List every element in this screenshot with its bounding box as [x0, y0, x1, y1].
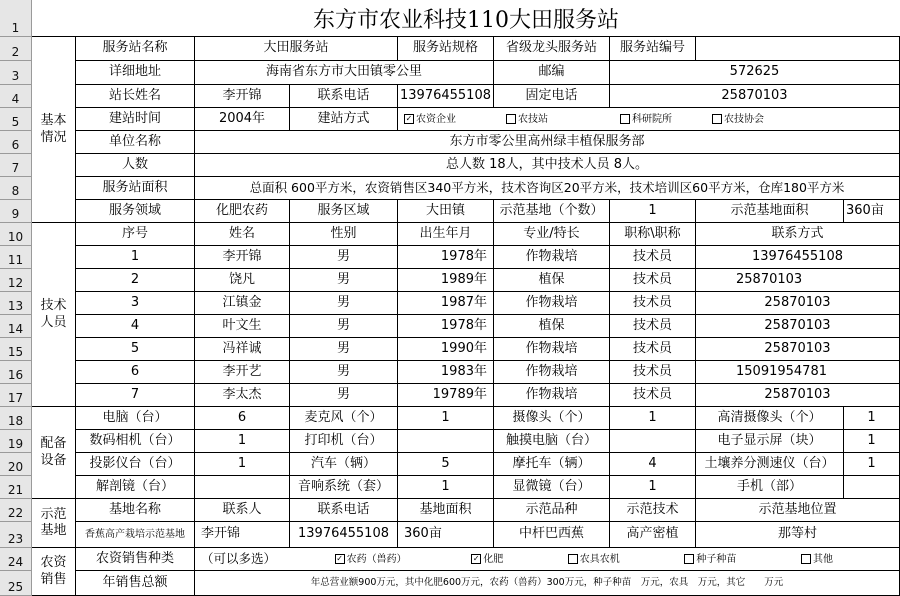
- row-header[interactable]: 16: [0, 361, 32, 384]
- demo-cell[interactable]: 那等村: [696, 522, 900, 548]
- row-header[interactable]: 4: [0, 85, 32, 108]
- cell-sales-total-label[interactable]: 年销售总额: [76, 571, 195, 596]
- cell-field-label[interactable]: 服务领域: [76, 200, 195, 223]
- tech-cell[interactable]: 男: [290, 315, 398, 338]
- cell-area[interactable]: 总面积 600平方米，农资销售区340平方米，技术咨询区20平方米，技术培训区60平方米，仓库180平方米: [195, 177, 900, 200]
- equip-label[interactable]: 电子显示屏（块）: [696, 430, 844, 453]
- cell-id-label[interactable]: 服务站编号: [610, 37, 696, 61]
- equip-label[interactable]: 触摸电脑（台）: [494, 430, 610, 453]
- row-header[interactable]: 11: [0, 246, 32, 269]
- tech-cell[interactable]: 25870103: [696, 269, 900, 292]
- demo-header[interactable]: 基地名称: [76, 499, 195, 522]
- demo-cell[interactable]: 香蕉高产栽培示范基地: [76, 522, 195, 548]
- sales-option[interactable]: 农具农机: [568, 554, 620, 565]
- cell-tel[interactable]: 25870103: [610, 85, 900, 108]
- equip-count[interactable]: 1: [398, 476, 494, 499]
- tech-cell[interactable]: 1989年: [398, 269, 494, 292]
- tech-cell[interactable]: 李开锦: [195, 246, 290, 269]
- cell-mode-label[interactable]: 建站方式: [290, 108, 398, 131]
- tech-cell[interactable]: 叶文生: [195, 315, 290, 338]
- cell-region[interactable]: 大田镇: [398, 200, 494, 223]
- equip-label[interactable]: 打印机（台）: [290, 430, 398, 453]
- cell-field[interactable]: 化肥农药: [195, 200, 290, 223]
- mode-option[interactable]: 农技协会: [712, 114, 764, 125]
- tech-cell[interactable]: 技术员: [610, 338, 696, 361]
- section-basic[interactable]: 基本情况: [32, 37, 76, 223]
- cell-unit-label[interactable]: 单位名称: [76, 131, 195, 154]
- row-header[interactable]: 14: [0, 315, 32, 338]
- tech-cell[interactable]: 作物栽培: [494, 338, 610, 361]
- row-header[interactable]: 22: [0, 499, 32, 522]
- cell-people[interactable]: 总人数 18人，其中技术人员 8人。: [195, 154, 900, 177]
- row-header[interactable]: 18: [0, 407, 32, 430]
- row-header[interactable]: 20: [0, 453, 32, 476]
- cell-time-label[interactable]: 建站时间: [76, 108, 195, 131]
- cell-name[interactable]: 大田服务站: [195, 37, 398, 61]
- equip-count[interactable]: 1: [195, 453, 290, 476]
- equip-label[interactable]: 麦克风（个）: [290, 407, 398, 430]
- tech-header[interactable]: 性别: [290, 223, 398, 246]
- tech-cell[interactable]: 男: [290, 246, 398, 269]
- demo-header[interactable]: 联系电话: [290, 499, 398, 522]
- cell-area-label[interactable]: 服务站面积: [76, 177, 195, 200]
- row-header[interactable]: 13: [0, 292, 32, 315]
- equip-count[interactable]: 1: [398, 407, 494, 430]
- tech-cell[interactable]: 植保: [494, 315, 610, 338]
- tech-cell[interactable]: 李开艺: [195, 361, 290, 384]
- equip-count[interactable]: [610, 430, 696, 453]
- row-header[interactable]: 15: [0, 338, 32, 361]
- mode-option[interactable]: ✓ 农资企业: [404, 114, 500, 125]
- multi-select-note: （可以多选）: [201, 551, 277, 567]
- equip-count[interactable]: 1: [195, 430, 290, 453]
- equip-count[interactable]: 1: [844, 407, 900, 430]
- demo-cell[interactable]: 13976455108: [290, 522, 398, 548]
- tech-cell[interactable]: 冯祥诚: [195, 338, 290, 361]
- tech-cell[interactable]: 技术员: [610, 292, 696, 315]
- tech-header[interactable]: 职称\职称: [610, 223, 696, 246]
- demo-cell[interactable]: 中杆巴西蕉: [494, 522, 610, 548]
- tech-cell[interactable]: 技术员: [610, 269, 696, 292]
- mode-option[interactable]: 农技站: [506, 114, 614, 125]
- equip-label[interactable]: 显微镜（台）: [494, 476, 610, 499]
- tech-cell[interactable]: 1990年: [398, 338, 494, 361]
- tech-header[interactable]: 联系方式: [696, 223, 900, 246]
- demo-cell[interactable]: 360亩: [398, 522, 494, 548]
- equip-label[interactable]: 投影仪台（台）: [76, 453, 195, 476]
- tech-cell[interactable]: 植保: [494, 269, 610, 292]
- section-tech[interactable]: 技术人员: [32, 223, 76, 407]
- checkbox-icon[interactable]: [506, 114, 516, 124]
- cell-id[interactable]: [696, 37, 900, 61]
- tech-header[interactable]: 出生年月: [398, 223, 494, 246]
- row-header[interactable]: 2: [0, 37, 32, 61]
- row-header[interactable]: 10: [0, 223, 32, 246]
- checkbox-icon[interactable]: [712, 114, 722, 124]
- cell-demo-count-label[interactable]: 示范基地（个数）: [494, 200, 610, 223]
- tech-cell[interactable]: 男: [290, 292, 398, 315]
- tech-cell[interactable]: 1983年: [398, 361, 494, 384]
- sales-option[interactable]: ✓ 农药（兽药）: [335, 554, 407, 565]
- section-demo[interactable]: 示范基地: [32, 499, 76, 548]
- demo-cell[interactable]: 高产密植: [610, 522, 696, 548]
- checkbox-icon[interactable]: [801, 554, 811, 564]
- demo-header[interactable]: 示范品种: [494, 499, 610, 522]
- tech-cell[interactable]: 技术员: [610, 361, 696, 384]
- row-header[interactable]: 1: [0, 0, 32, 37]
- demo-header[interactable]: 示范基地位置: [696, 499, 900, 522]
- tech-cell[interactable]: 江镇金: [195, 292, 290, 315]
- demo-header[interactable]: 基地面积: [398, 499, 494, 522]
- equip-count[interactable]: 5: [398, 453, 494, 476]
- tech-cell[interactable]: 作物栽培: [494, 384, 610, 407]
- row-header[interactable]: 5: [0, 108, 32, 131]
- cell-head-label[interactable]: 站长姓名: [76, 85, 195, 108]
- cell-scale[interactable]: 省级龙头服务站: [494, 37, 610, 61]
- demo-header[interactable]: 示范技术: [610, 499, 696, 522]
- equip-label[interactable]: 高清摄像头（个）: [696, 407, 844, 430]
- row-header[interactable]: 8: [0, 177, 32, 200]
- tech-cell[interactable]: 男: [290, 384, 398, 407]
- tech-cell[interactable]: 饶凡: [195, 269, 290, 292]
- demo-cell[interactable]: 李开锦: [195, 522, 290, 548]
- cell-name-label[interactable]: 服务站名称: [76, 37, 195, 61]
- row-header[interactable]: 7: [0, 154, 32, 177]
- cell-addr-label[interactable]: 详细地址: [76, 61, 195, 85]
- row-header[interactable]: 24: [0, 548, 32, 571]
- tech-cell[interactable]: 男: [290, 269, 398, 292]
- cell-people-label[interactable]: 人数: [76, 154, 195, 177]
- tech-cell[interactable]: 25870103: [696, 384, 900, 407]
- cell-scale-label[interactable]: 服务站规格: [398, 37, 494, 61]
- sales-option[interactable]: ✓ 化肥: [471, 554, 503, 565]
- cell-head[interactable]: 李开锦: [195, 85, 290, 108]
- mode-option[interactable]: 科研院所: [620, 114, 706, 125]
- checkbox-icon[interactable]: [335, 554, 345, 564]
- tech-cell[interactable]: 1978年: [398, 315, 494, 338]
- equip-count[interactable]: 1: [844, 430, 900, 453]
- equip-label[interactable]: 解剖镜（台）: [76, 476, 195, 499]
- tech-cell[interactable]: 4: [76, 315, 195, 338]
- cell-zip-label[interactable]: 邮编: [494, 61, 610, 85]
- cell-time[interactable]: 2004年: [195, 108, 290, 131]
- equip-count[interactable]: 6: [195, 407, 290, 430]
- demo-header[interactable]: 联系人: [195, 499, 290, 522]
- tech-cell[interactable]: 1987年: [398, 292, 494, 315]
- equip-count[interactable]: 1: [610, 476, 696, 499]
- equip-count[interactable]: 4: [610, 453, 696, 476]
- row-header[interactable]: 17: [0, 384, 32, 407]
- tech-header[interactable]: 姓名: [195, 223, 290, 246]
- row-header[interactable]: 23: [0, 522, 32, 548]
- tech-cell[interactable]: 李太杰: [195, 384, 290, 407]
- cell-unit[interactable]: 东方市零公里高州绿丰植保服务部: [195, 131, 900, 154]
- row-header[interactable]: 19: [0, 430, 32, 453]
- sheet-title[interactable]: 东方市农业科技110大田服务站: [32, 0, 900, 37]
- equip-count[interactable]: 1: [844, 453, 900, 476]
- tech-cell[interactable]: 男: [290, 338, 398, 361]
- cell-region-label[interactable]: 服务区域: [290, 200, 398, 223]
- tech-cell[interactable]: 技术员: [610, 246, 696, 269]
- equip-count[interactable]: [844, 476, 900, 499]
- cell-sales-types-label[interactable]: 农资销售种类: [76, 548, 195, 571]
- cell-demo-area[interactable]: 360亩: [844, 200, 900, 223]
- equip-count[interactable]: [195, 476, 290, 499]
- tech-cell[interactable]: 13976455108: [696, 246, 900, 269]
- equip-label[interactable]: 摄像头（个）: [494, 407, 610, 430]
- cell-sales-types: [195, 548, 900, 571]
- tech-cell[interactable]: 25870103: [696, 315, 900, 338]
- checkbox-icon[interactable]: [471, 554, 481, 564]
- checkbox-icon[interactable]: [620, 114, 630, 124]
- equip-label[interactable]: 电脑（台）: [76, 407, 195, 430]
- row-header[interactable]: 21: [0, 476, 32, 499]
- checkbox-icon[interactable]: [684, 554, 694, 564]
- cell-phone-label[interactable]: 联系电话: [290, 85, 398, 108]
- row-header[interactable]: 12: [0, 269, 32, 292]
- tech-cell[interactable]: 技术员: [610, 315, 696, 338]
- tech-cell[interactable]: 男: [290, 361, 398, 384]
- row-header[interactable]: 25: [0, 571, 32, 596]
- tech-cell[interactable]: 15091954781: [696, 361, 900, 384]
- equip-label[interactable]: 汽车（辆）: [290, 453, 398, 476]
- tech-header[interactable]: 序号: [76, 223, 195, 246]
- equip-label[interactable]: 摩托车（辆）: [494, 453, 610, 476]
- section-equip[interactable]: 配备设备: [32, 407, 76, 499]
- tech-cell[interactable]: 作物栽培: [494, 246, 610, 269]
- checkbox-icon[interactable]: [404, 114, 414, 124]
- equip-count[interactable]: [398, 430, 494, 453]
- tech-cell[interactable]: 6: [76, 361, 195, 384]
- tech-cell[interactable]: 7: [76, 384, 195, 407]
- cell-tel-label[interactable]: 固定电话: [494, 85, 610, 108]
- tech-cell[interactable]: 1: [76, 246, 195, 269]
- sales-option[interactable]: 其他: [801, 554, 833, 565]
- tech-cell[interactable]: 25870103: [696, 292, 900, 315]
- tech-cell[interactable]: 5: [76, 338, 195, 361]
- checkbox-icon[interactable]: [568, 554, 578, 564]
- cell-sales-total[interactable]: 年总营业额900万元，其中化肥600万元，农药（兽药）300万元，种子种苗 万元，农具 万元，其它 万元: [195, 571, 900, 596]
- equip-label[interactable]: 数码相机（台）: [76, 430, 195, 453]
- section-sales[interactable]: 农资销售: [32, 548, 76, 596]
- cell-modes: [398, 108, 900, 131]
- tech-cell[interactable]: 作物栽培: [494, 292, 610, 315]
- tech-cell[interactable]: 2: [76, 269, 195, 292]
- tech-cell[interactable]: 技术员: [610, 384, 696, 407]
- cell-demo-area-label[interactable]: 示范基地面积: [696, 200, 844, 223]
- row-header[interactable]: 9: [0, 200, 32, 223]
- tech-cell[interactable]: 25870103: [696, 338, 900, 361]
- cell-phone[interactable]: 13976455108: [398, 85, 494, 108]
- cell-zip[interactable]: 572625: [610, 61, 900, 85]
- row-header[interactable]: 6: [0, 131, 32, 154]
- cell-demo-count[interactable]: 1: [610, 200, 696, 223]
- sales-option[interactable]: 种子种苗: [684, 554, 736, 565]
- tech-header[interactable]: 专业/特长: [494, 223, 610, 246]
- tech-cell[interactable]: 1978年: [398, 246, 494, 269]
- row-header[interactable]: 3: [0, 61, 32, 85]
- tech-cell[interactable]: 3: [76, 292, 195, 315]
- equip-label[interactable]: 土壤养分测速仪（台）: [696, 453, 844, 476]
- tech-cell[interactable]: 作物栽培: [494, 361, 610, 384]
- equip-label[interactable]: 手机（部）: [696, 476, 844, 499]
- equip-label[interactable]: 音响系统（套）: [290, 476, 398, 499]
- tech-cell[interactable]: 19789年: [398, 384, 494, 407]
- equip-count[interactable]: 1: [610, 407, 696, 430]
- cell-addr[interactable]: 海南省东方市大田镇零公里: [195, 61, 494, 85]
